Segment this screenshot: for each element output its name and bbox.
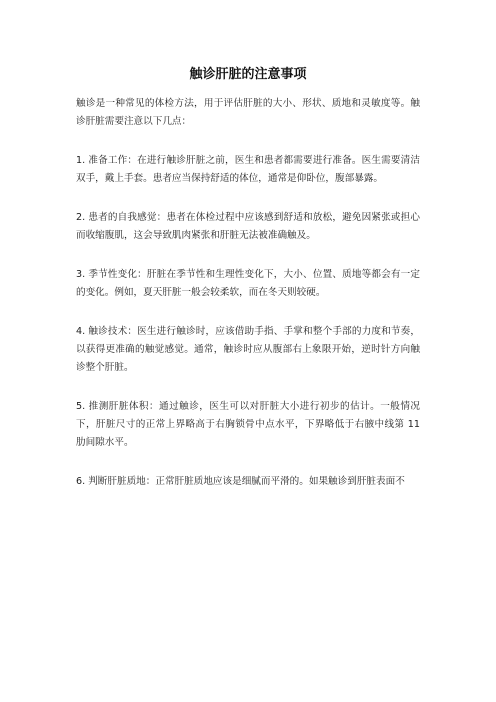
- paragraph-spacer: [76, 452, 420, 473]
- item-paragraph-6: 6. 判断肝脏质地：正常肝脏质地应该是细腻而平滑的。如果触诊到肝脏表面不: [76, 476, 405, 487]
- paragraph-spacer: [76, 377, 420, 398]
- paragraph-spacer: [76, 245, 420, 266]
- item-paragraph-1: 1. 准备工作：在进行触诊肝脏之前，医生和患者都需要进行准备。医生需要清洁双手，戴上手套。患者应当保持舒适的体位，通常是仰卧位，腹部暴露。: [76, 155, 420, 184]
- item-paragraph-5: 5. 推测肝脏体积：通过触诊，医生可以对肝脏大小进行初步的估计。一般情况下，肝脏尺寸的正常上界略高于右胸锁骨中点水平，下界略低于右腋中线第 11 肋间隙水平。: [76, 401, 420, 448]
- paragraph-spacer: [76, 302, 420, 323]
- document-title: 触诊肝脏的注意事项: [189, 67, 307, 82]
- intro-paragraph: 触诊是一种常见的体检方法，用于评估肝脏的大小、形状、质地和灵敏度等。触诊肝脏需要注意以下几点：: [76, 98, 420, 127]
- item-paragraph-2: 2. 患者的自我感觉：患者在体检过程中应该感到舒适和放松，避免因紧张或担心而收缩腹肌，这会导致肌肉紧张和肝脏无法被准确触及。: [76, 212, 420, 241]
- item-paragraph-3: 3. 季节性变化：肝脏在季节性和生理性变化下，大小、位置、质地等都会有一定的变化。例如，夏天肝脏一般会较柔软，而在冬天则较硬。: [76, 269, 420, 298]
- paragraph-spacer: [76, 131, 420, 152]
- paragraph-spacer: [76, 188, 420, 209]
- item-paragraph-4: 4. 触诊技术：医生进行触诊时，应该借助手指、手掌和整个手部的力度和节奏，以获得更准确的触觉感觉。通常，触诊时应从腹部右上象限开始，逆时针方向触诊整个肝脏。: [76, 326, 420, 373]
